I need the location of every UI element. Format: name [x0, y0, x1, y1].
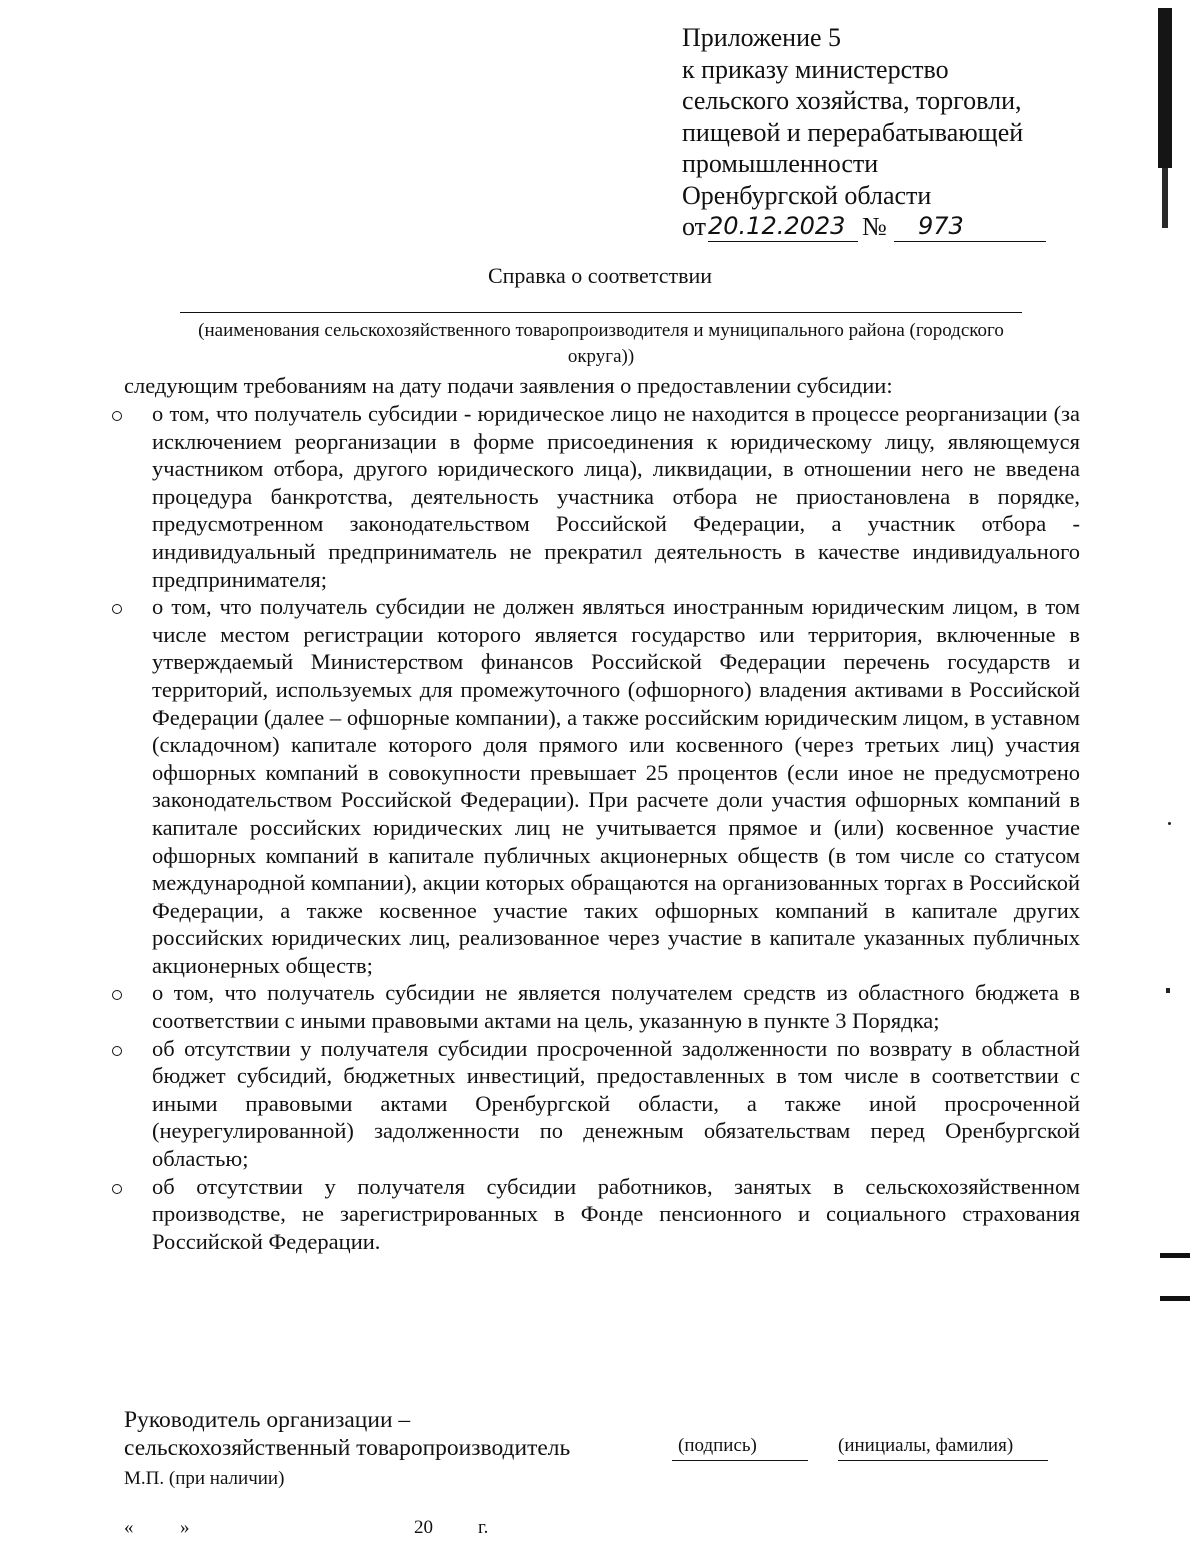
- requirements-list: [108, 400, 1080, 1255]
- scan-speck: [1166, 988, 1170, 993]
- requirement-text: о том, что получатель субсидии - юридическое лицо не находится в процессе реорганизации (за исключением реорганизации в форме присоединения к юридическому лицу, являющемуся участником отбора, другого юридического лица), ликвидации, в отношении него не введена процедура банкротства, деятельность участника отбора не приостановлена в порядке, предусмотренном законодательством Российской Федерации, а участник отбора - индивидуальный предприниматель не прекратил деятельность в качестве индивидуального предпринимателя;: [152, 401, 1080, 592]
- approval-line: Приложение 5: [682, 23, 842, 52]
- list-item: [108, 400, 1080, 593]
- requirements-intro: следующим требованиям на дату подачи заявления о предоставлении субсидии:: [124, 373, 893, 398]
- scan-edge-mark: [1160, 1253, 1190, 1258]
- circle-bullet-icon: [112, 1184, 122, 1194]
- signature-date-row: [124, 1508, 624, 1549]
- signature-caption: (подпись): [678, 1435, 757, 1456]
- name-blank-line: [838, 1460, 1048, 1461]
- signatory-role-line2: сельскохозяйственный товаропроизводитель: [124, 1435, 571, 1461]
- date-close-quote: »: [180, 1517, 190, 1538]
- date-open-quote: «: [124, 1517, 134, 1538]
- signature-blank-line: [672, 1460, 808, 1461]
- order-date-prefix: от: [682, 212, 707, 241]
- order-number-sign: №: [862, 212, 887, 241]
- signatory-role-line1: Руководитель организации –: [124, 1407, 411, 1433]
- approval-block: [682, 22, 1102, 245]
- list-item: [108, 979, 1080, 1034]
- organization-name-caption: (наименования сельскохозяйственного товаропроизводителя и муниципального района (городского округа)): [198, 320, 1004, 367]
- requirement-text: об отсутствии у получателя субсидии просроченной задолженности по возврату в областной бюджет субсидий, бюджетных инвестиций, предоставленных в том числе в соответствии с иными правовыми актами Оренбургской области, а также иной просроченной (неурегулированной) задолженности по денежным обязательствам перед Оренбургской областью;: [152, 1035, 1080, 1172]
- requirement-text: об отсутствии у получателя субсидии работников, занятых в сельскохозяйственном производстве, не зарегистрированных в Фонде пенсионного и социального страхования Российской Федерации.: [152, 1173, 1080, 1254]
- circle-bullet-icon: [112, 990, 122, 1000]
- document-title: Справка о соответствии: [487, 263, 713, 288]
- approval-line: Оренбургской области: [682, 180, 932, 210]
- date-year-prefix: 20: [414, 1517, 433, 1538]
- order-reference: [682, 211, 1102, 245]
- date-year-suffix: г.: [478, 1517, 489, 1538]
- approval-line: сельского хозяйства, торговли,: [682, 86, 1022, 115]
- approval-line: пищевой и перерабатывающей: [682, 117, 1024, 147]
- approval-line: к приказу министерство: [682, 54, 949, 84]
- scan-edge-mark: [1160, 1296, 1190, 1301]
- stamp-place-label: М.П. (при наличии): [124, 1468, 285, 1489]
- list-item: [108, 593, 1080, 979]
- circle-bullet-icon: [112, 604, 122, 614]
- organization-name-blank-line: [180, 312, 1022, 313]
- requirement-text: о том, что получатель субсидии не является получателем средств из областного бюджета в соответствии с иными правовыми актами на цель, указанную в пункте 3 Порядка;: [152, 980, 1080, 1034]
- scan-edge-artifact: [1158, 8, 1172, 168]
- order-date-handwritten: 20.12.2023: [708, 211, 858, 242]
- scan-speck: [1168, 822, 1171, 825]
- list-item: [108, 1035, 1080, 1173]
- name-caption: (инициалы, фамилия): [838, 1435, 1014, 1456]
- requirement-text: о том, что получатель субсидии не должен являться иностранным юридическим лицом, в том числе местом регистрации которого является государство или территория, включенные в утверждаемый Министерством финансов Российской Федерации перечень государств и территорий, используемых для промежуточного (офшорного) владения активами в Российской Федерации (далее – офшорные компании), а также российским юридическим лицом, в уставном (складочном) капитале которого доля прямого или косвенного (через третьих лиц) участия офшорных компаний в совокупности превышает 25 процентов (если иное не предусмотрено законодательством Российской Федерации). При расчете доли участия офшорных компаний в капитале российских юридических лиц не учитывается прямое и (или) косвенное участие офшорных компаний в капитале публичных акционерных обществ (в том числе со статусом международной компании), акции которых обращаются на организованных торгах в Российской Федерации, а также косвенное участие таких офшорных компаний в капитале других российских юридических лиц, реализованное через участие в капитале указанных публичных акционерных обществ;: [152, 594, 1080, 978]
- scan-edge-artifact-lower: [1162, 168, 1168, 228]
- list-item: [108, 1173, 1080, 1256]
- order-number-handwritten: 973: [894, 211, 1046, 242]
- approval-line: промышленности: [682, 149, 879, 178]
- circle-bullet-icon: [112, 1046, 122, 1056]
- circle-bullet-icon: [112, 411, 122, 421]
